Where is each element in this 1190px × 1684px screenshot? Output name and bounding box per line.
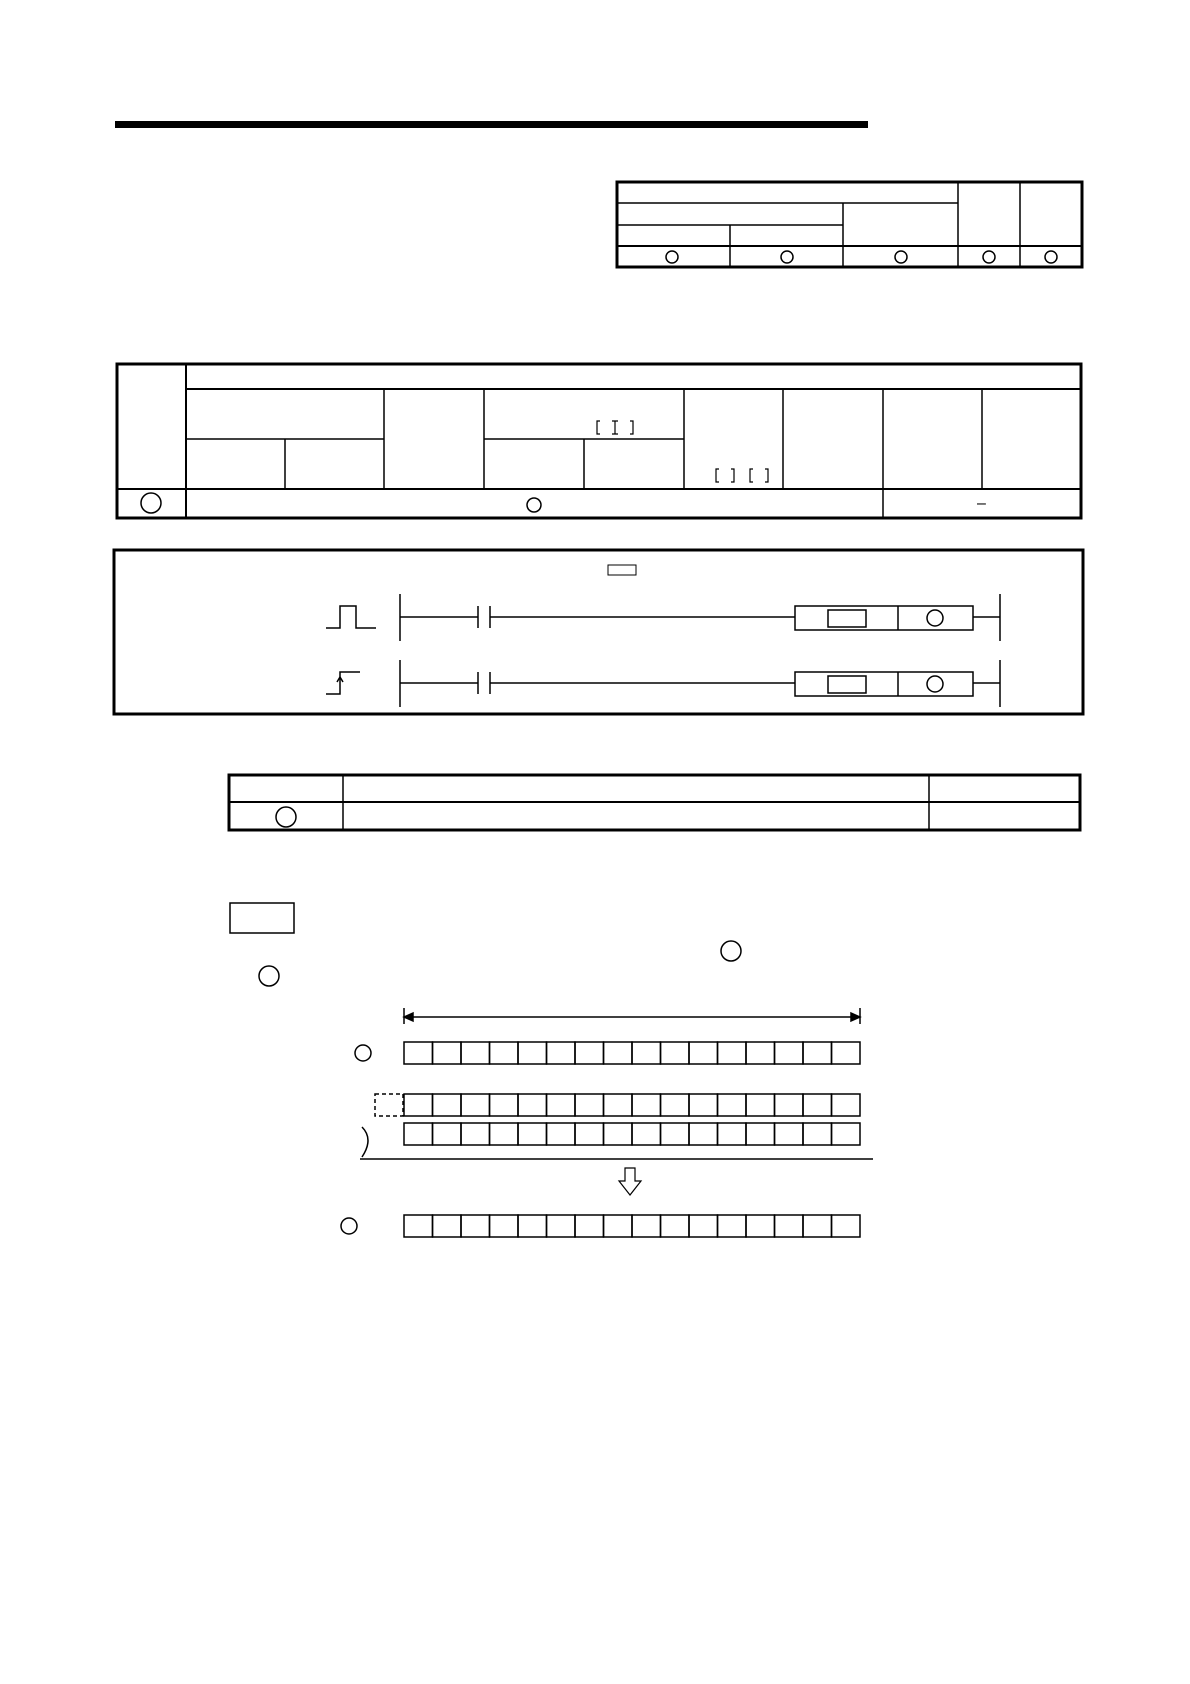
bit-cell <box>803 1215 832 1237</box>
bit-cell <box>575 1042 604 1064</box>
setting-data-table <box>229 775 1080 830</box>
bit-cell <box>575 1215 604 1237</box>
bit-cell <box>718 1123 747 1145</box>
bit-cell <box>775 1094 804 1116</box>
bit-cell <box>518 1123 547 1145</box>
bit-cell <box>490 1215 519 1237</box>
bit-cell <box>461 1215 490 1237</box>
bit-cell <box>689 1215 718 1237</box>
bit-cell <box>632 1094 661 1116</box>
bit-cell <box>661 1123 690 1145</box>
bit-cell <box>547 1123 576 1145</box>
register-diagram <box>341 1008 873 1237</box>
bit-cell <box>604 1123 633 1145</box>
bit-cell <box>461 1094 490 1116</box>
bit-cell <box>689 1123 718 1145</box>
bit-cell <box>490 1042 519 1064</box>
register-result <box>404 1215 860 1237</box>
bit-cell <box>632 1042 661 1064</box>
bit-cell <box>718 1215 747 1237</box>
bit-cell <box>575 1094 604 1116</box>
bit-cell <box>604 1094 633 1116</box>
bit-cell <box>461 1042 490 1064</box>
bit-cell <box>433 1215 462 1237</box>
bit-cell <box>775 1215 804 1237</box>
bit-cell <box>632 1215 661 1237</box>
dash-mark: – <box>977 495 986 512</box>
bit-cell <box>661 1042 690 1064</box>
bit-cell <box>604 1215 633 1237</box>
bit-cell <box>547 1215 576 1237</box>
bit-cell <box>461 1123 490 1145</box>
bit-cell <box>404 1042 433 1064</box>
function-label-box <box>230 903 294 933</box>
bit-cell <box>832 1094 861 1116</box>
register-operand-2 <box>404 1123 860 1145</box>
bit-cell <box>832 1123 861 1145</box>
register-operand-1 <box>404 1094 860 1116</box>
bit-cell <box>803 1042 832 1064</box>
bit-cell <box>718 1094 747 1116</box>
bit-cell <box>547 1094 576 1116</box>
bit-cell <box>490 1123 519 1145</box>
bit-cell <box>775 1123 804 1145</box>
bit-cell <box>575 1123 604 1145</box>
ladder-diagram <box>114 550 1083 714</box>
bit-cell <box>632 1123 661 1145</box>
bit-cell <box>832 1215 861 1237</box>
down-arrow-icon <box>619 1168 641 1195</box>
bit-cell <box>746 1094 775 1116</box>
bit-cell <box>746 1215 775 1237</box>
bit-cell <box>832 1042 861 1064</box>
bit-cell <box>433 1123 462 1145</box>
bit-cell <box>746 1123 775 1145</box>
device-table <box>117 364 1081 518</box>
bit-cell <box>518 1215 547 1237</box>
bit-cell <box>718 1042 747 1064</box>
register-source <box>404 1042 860 1064</box>
bit-cell <box>518 1094 547 1116</box>
bit-cell <box>803 1123 832 1145</box>
bit-cell <box>518 1042 547 1064</box>
bit-cell <box>404 1215 433 1237</box>
bit-cell <box>803 1094 832 1116</box>
bit-cell <box>775 1042 804 1064</box>
bit-cell <box>547 1042 576 1064</box>
bit-cell <box>490 1094 519 1116</box>
bit-cell <box>689 1094 718 1116</box>
bit-cell <box>604 1042 633 1064</box>
bit-cell <box>404 1123 433 1145</box>
bit-cell <box>661 1094 690 1116</box>
bit-cell <box>433 1042 462 1064</box>
bit-cell <box>746 1042 775 1064</box>
bit-cell <box>404 1094 433 1116</box>
bit-cell <box>433 1094 462 1116</box>
bit-cell <box>661 1215 690 1237</box>
bit-cell <box>689 1042 718 1064</box>
applicable-cpu-table <box>617 182 1082 267</box>
